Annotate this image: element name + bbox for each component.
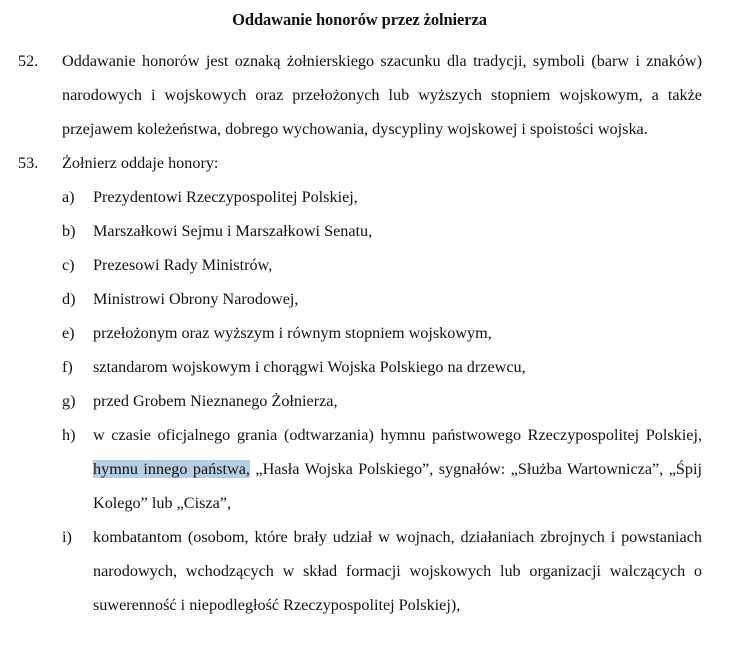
subclause-h-text <box>93 426 702 512</box>
clause-52-text: Oddawanie honorów jest oznaką żołnierskiego szacunku dla tradycji, symboli (barw i znaków) narodowych i wojskowych oraz przełożonych lub wyższych stopniem wojskowym, a także przejawem koleżeństwa, dobrego wychowania, dyscypliny wojskowej i spoistości wojska. <box>62 52 702 138</box>
subclause-f-text: sztandarom wojskowym i chorągwi Wojska Polskiego na drzewcu, <box>93 358 526 376</box>
subclause-h <box>0 418 733 520</box>
subclause-c-marker: c) <box>62 256 75 274</box>
lettered-subclause-list <box>0 180 733 622</box>
subclause-d-marker: d) <box>62 290 76 308</box>
clause-52 <box>0 44 733 146</box>
subclause-c <box>0 248 733 282</box>
subclause-e-text: przełożonym oraz wyższym i równym stopniem wojskowym, <box>93 324 492 342</box>
page-title: Oddawanie honorów przez żolnierza <box>232 10 487 29</box>
subclause-i-text: kombatantom (osobom, które brały udział w wojnach, działaniach zbrojnych i powstaniach narodowych, wchodzących w skład formacji wojskowych lub organizacji walczących o suwerenność i niepodległość Rzeczypospolitej Polskiej), <box>93 528 702 614</box>
highlighted-phrase[interactable]: hymnu innego państwa, <box>93 460 250 478</box>
subclause-h-text-before-highlight: w czasie oficjalnego grania (odtwarzania) hymnu państwowego Rzeczypospolitej Polskiej, <box>93 426 702 444</box>
subclause-g-text: przed Grobem Nieznanego Żołnierza, <box>93 392 338 410</box>
subclause-b <box>0 214 733 248</box>
subclause-d-text: Ministrowi Obrony Narodowej, <box>93 290 299 308</box>
subclause-g <box>0 384 733 418</box>
subclause-b-marker: b) <box>62 222 76 240</box>
clause-53-marker: 53. <box>18 154 39 172</box>
subclause-a-marker: a) <box>62 188 75 206</box>
subclause-d <box>0 282 733 316</box>
numbered-clause-list <box>0 44 733 180</box>
subclause-b-text: Marszałkowi Sejmu i Marszałkowi Senatu, <box>93 222 373 240</box>
subclause-a-text: Prezydentowi Rzeczypospolitej Polskiej, <box>93 188 358 206</box>
subclause-e-marker: e) <box>62 324 75 342</box>
subclause-a <box>0 180 733 214</box>
subclause-f-marker: f) <box>62 358 73 376</box>
clause-53 <box>0 146 733 180</box>
subclause-g-marker: g) <box>62 392 76 410</box>
subclause-h-marker: h) <box>62 426 76 444</box>
clause-52-marker: 52. <box>18 52 39 70</box>
subclause-c-text: Prezesowi Rady Ministrów, <box>93 256 273 274</box>
subclause-i <box>0 520 733 622</box>
clause-53-text: Żołnierz oddaje honory: <box>62 154 219 172</box>
subclause-f <box>0 350 733 384</box>
subclause-h-text-after-highlight: „Hasła Wojska Polskiego”, sygnałów: „Służba Wartownicza”, „Śpij Kolego” lub „Cisza”, <box>93 460 702 512</box>
subclause-i-marker: i) <box>62 528 72 546</box>
subclause-e <box>0 316 733 350</box>
